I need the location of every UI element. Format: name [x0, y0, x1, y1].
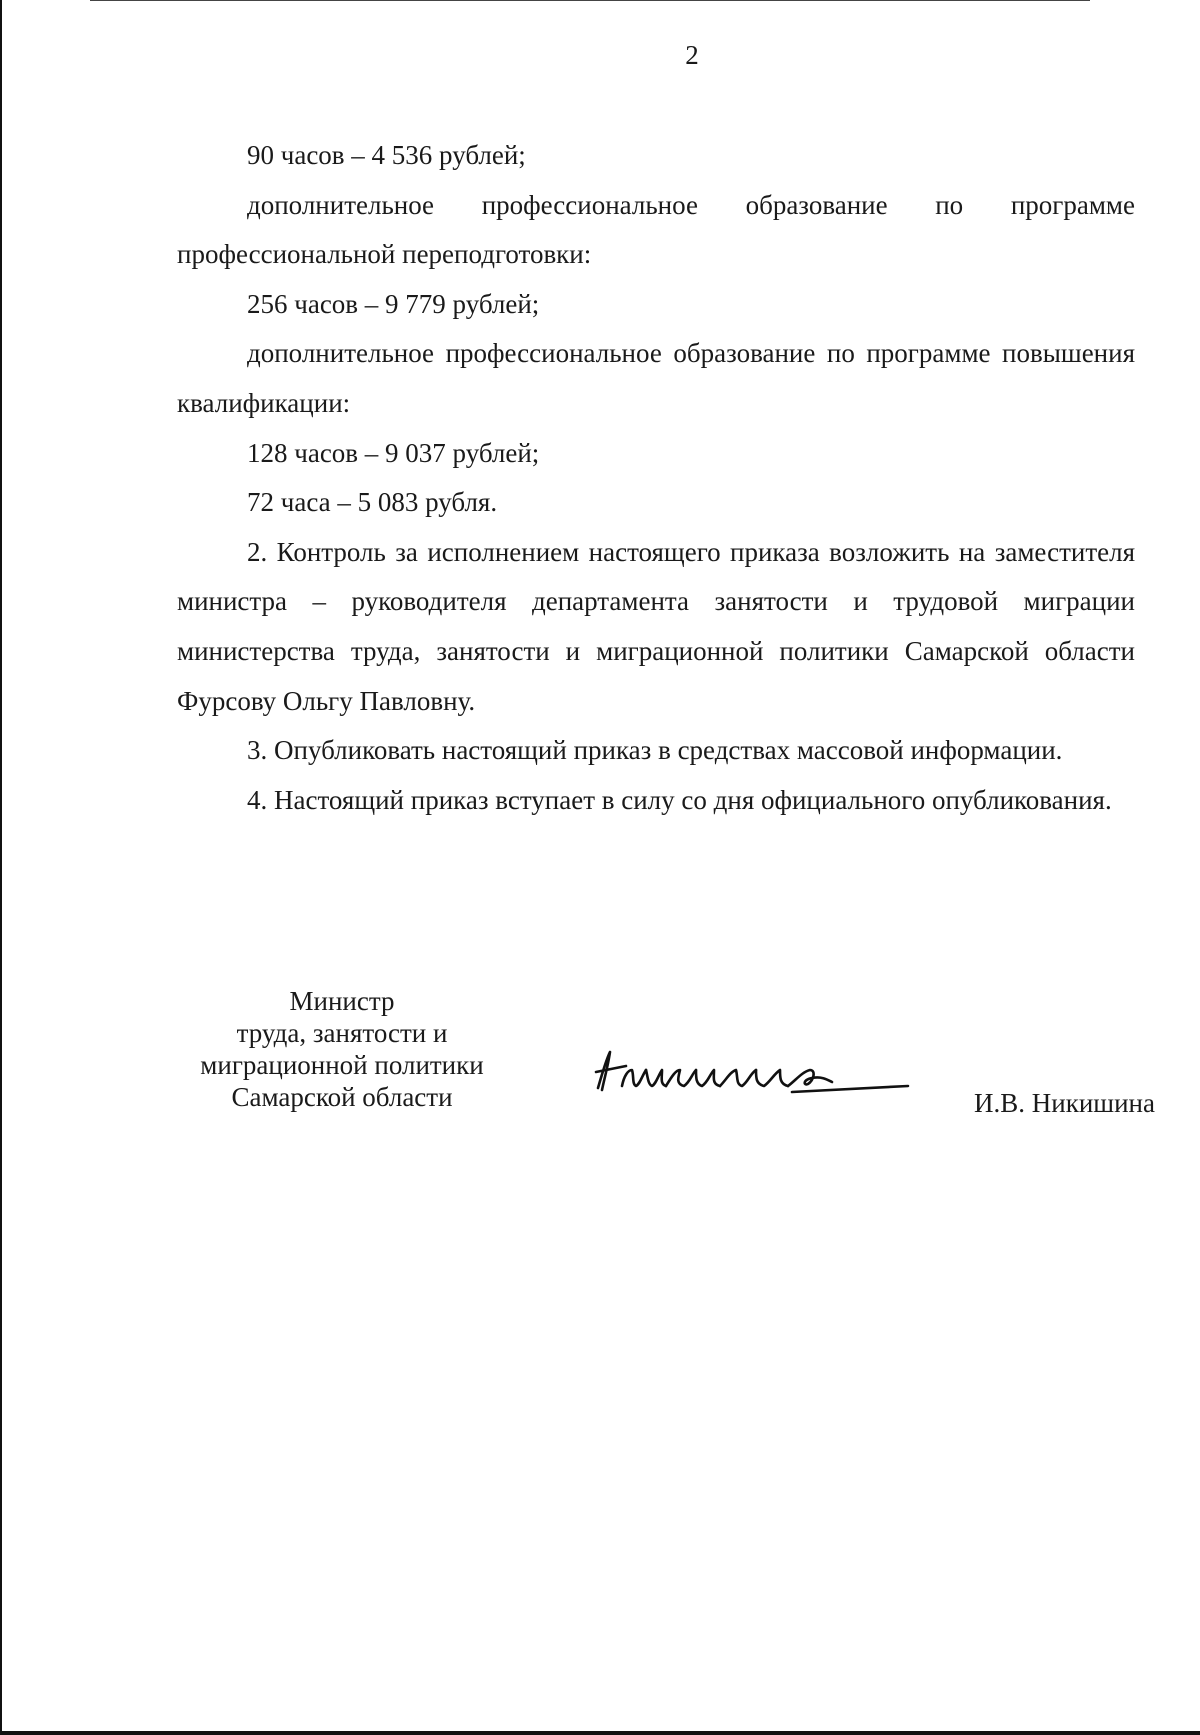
paragraph-clause-3: 3. Опубликовать настоящий приказ в средствах массовой информации. — [247, 735, 1063, 766]
paragraph-price-72h: 72 часа – 5 083 рубля. — [247, 487, 498, 518]
paragraph-price-90h: 90 часов – 4 536 рублей; — [247, 140, 526, 170]
paragraph-price-256h: 256 часов – 9 779 рублей; — [247, 288, 540, 319]
document-body — [177, 131, 1135, 825]
signatory-title-line: Министр — [289, 986, 395, 1016]
signatory-title-line: Самарской области — [231, 1082, 453, 1112]
paragraph-clause-4: 4. Настоящий приказ вступает в силу со дня официального опубликования. — [247, 784, 1112, 815]
scan-border-left — [0, 0, 2, 1735]
paragraph-price-128h: 128 часов – 9 037 рублей; — [247, 437, 540, 468]
handwritten-signature — [592, 1040, 912, 1100]
signature-block — [177, 985, 1177, 1125]
paragraph-clause-2: 2. Контроль за исполнением настоящего приказа возложить на заместителя министра – руководителя департамента занятости и трудовой миграции министерства труда, занятости и миграционной политики Самарской области Фурсову Ольгу Павловну. — [177, 536, 1135, 716]
paragraph-qualification-heading: дополнительное профессиональное образование по программе повышения квалификации: — [177, 338, 1135, 418]
scan-border-top — [90, 0, 1090, 1]
signatory-title-line: труда, занятости и — [236, 1018, 448, 1048]
page-number: 2 — [685, 40, 699, 70]
signatory-name: И.В. Никишина — [974, 1088, 1155, 1118]
paragraph-retraining-heading: дополнительное профессиональное образование по программе профессиональной переподготовки: — [177, 189, 1135, 270]
scan-border-bottom — [0, 1731, 1200, 1735]
signatory-title — [177, 985, 507, 1113]
signatory-title-line: миграционной политики — [200, 1050, 484, 1080]
